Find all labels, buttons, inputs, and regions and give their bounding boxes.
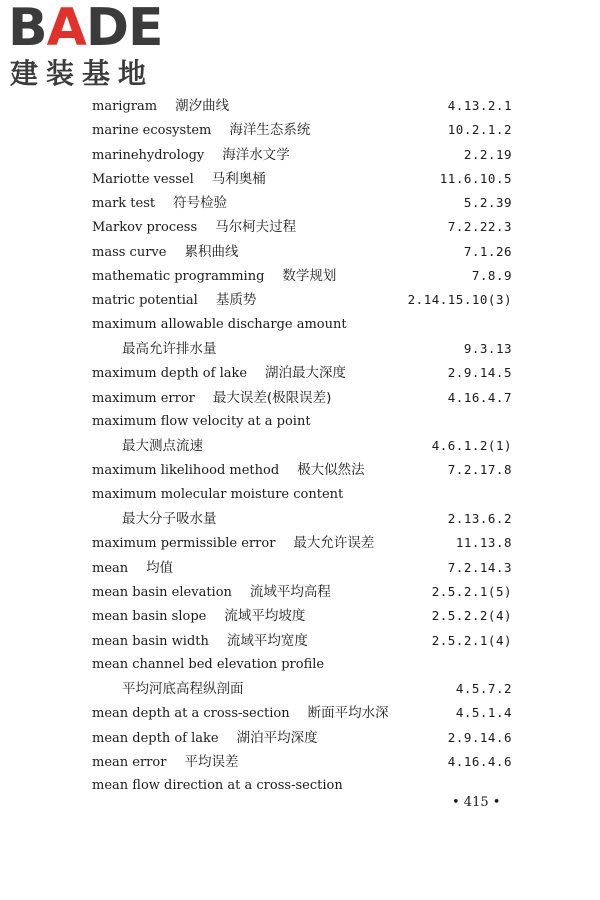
entry-english-term: mass curve (92, 244, 167, 260)
entry-english-term: mean depth at a cross-section (92, 706, 290, 722)
entry-english-term: maximum allowable discharge amount (92, 316, 347, 332)
glossary-entry (92, 118, 512, 142)
entry-section-reference: 2.9.14.6 (447, 729, 512, 745)
glossary-entry (92, 750, 512, 774)
entry-english-term: marigram (92, 99, 158, 114)
entry-english-term: mean basin slope (92, 609, 207, 625)
entry-chinese-term: 海洋水文学 (222, 146, 290, 163)
glossary-entry (92, 191, 512, 215)
glossary-entry (92, 215, 512, 239)
entry-chinese-term: 最大测点流速 (122, 438, 203, 455)
glossary-entry (92, 94, 512, 118)
glossary-entry (92, 434, 512, 458)
entry-section-reference: 2.14.15.10(3) (407, 292, 512, 308)
entry-section-reference: 4.16.4.7 (447, 389, 512, 405)
entry-chinese-term: 最大分子吸水量 (122, 511, 217, 528)
glossary-entry (92, 677, 512, 701)
glossary-entry (92, 386, 512, 410)
entry-section-reference: 2.13.6.2 (447, 511, 512, 527)
entry-english-term: mean flow direction at a cross-section (92, 778, 343, 794)
entry-chinese-term: 马尔柯夫过程 (215, 219, 297, 236)
entry-english-term: mean basin width (92, 633, 209, 649)
entry-chinese-term: 累积曲线 (184, 243, 239, 260)
entry-section-reference: 2.5.2.2(4) (431, 608, 512, 624)
entry-english-term: maximum permissible error (92, 536, 276, 552)
glossary-entry (92, 143, 512, 167)
entry-section-reference: 9.3.13 (463, 340, 512, 356)
entry-chinese-term: 平均河底高程纵剖面 (122, 681, 244, 698)
glossary-entry (92, 167, 512, 191)
glossary-entry (92, 629, 512, 653)
entry-chinese-term: 最高允许排水量 (122, 340, 217, 357)
glossary-entry (92, 458, 512, 482)
glossary-entry (92, 288, 512, 312)
entry-chinese-term: 海洋生态系统 (229, 122, 311, 139)
entry-english-term: mean channel bed elevation profile (92, 656, 325, 672)
entry-chinese-term: 符号检验 (173, 195, 228, 212)
glossary-entry (92, 507, 512, 531)
entry-section-reference: 2.5.2.1(5) (431, 583, 512, 599)
glossary-entry (92, 361, 512, 385)
entry-english-term: maximum likelihood method (92, 463, 280, 479)
entry-english-term: maximum molecular moisture content (92, 486, 344, 502)
entry-chinese-term: 最大允许误差 (293, 535, 375, 552)
entry-english-term: Mariotte vessel (92, 171, 194, 187)
entry-chinese-term: 数学规划 (282, 268, 337, 285)
bade-logo (8, 2, 178, 94)
entry-chinese-term: 最大误差(极限误差) (212, 389, 332, 406)
glossary-entry (92, 264, 512, 288)
glossary-entry (92, 580, 512, 604)
page-number: • 415 • (452, 795, 501, 810)
entry-english-term: marine ecosystem (92, 123, 212, 139)
glossary-entry (92, 531, 512, 555)
entry-chinese-term: 湖泊平均深度 (236, 729, 318, 746)
entry-section-reference: 4.5.1.4 (455, 705, 512, 721)
entry-english-term: mean (92, 560, 129, 576)
entry-chinese-term: 湖泊最大深度 (265, 365, 347, 382)
entry-section-reference: 10.2.1.2 (447, 122, 512, 138)
entry-english-term: Markov process (92, 220, 198, 236)
glossary-entry (92, 604, 512, 628)
entry-chinese-term: 流域平均宽度 (226, 632, 308, 649)
glossary-entry (92, 701, 512, 725)
entry-chinese-term: 断面平均水深 (307, 705, 389, 722)
entry-chinese-term: 平均误差 (184, 754, 239, 771)
glossary-entry (92, 337, 512, 361)
entry-english-term: maximum depth of lake (92, 366, 248, 382)
glossary-entry (92, 313, 512, 337)
entry-section-reference: 5.2.39 (463, 195, 512, 211)
entry-section-reference: 7.2.17.8 (447, 462, 512, 478)
glossary-entry (92, 726, 512, 750)
entry-english-term: mean basin elevation (92, 584, 232, 600)
entry-section-reference: 4.13.2.1 (447, 98, 512, 113)
entry-english-term: matric potential (92, 293, 198, 309)
glossary-entry (92, 653, 512, 677)
entry-section-reference: 7.1.26 (463, 243, 512, 259)
entry-chinese-term: 马利奥桶 (211, 170, 266, 187)
glossary-entry (92, 410, 512, 434)
entry-section-reference: 7.8.9 (471, 268, 512, 284)
entry-section-reference: 11.6.10.5 (439, 170, 512, 186)
logo-wordmark: BADE (8, 0, 163, 58)
entry-section-reference: 2.9.14.5 (447, 365, 512, 381)
entry-english-term: maximum flow velocity at a point (92, 413, 311, 429)
glossary-entry (92, 774, 512, 798)
entry-chinese-term: 均值 (146, 559, 174, 576)
entry-english-term: marinehydrology (92, 147, 205, 163)
glossary-entry (92, 240, 512, 264)
entry-english-term: mean depth of lake (92, 730, 219, 746)
entry-english-term: mark test (92, 196, 156, 212)
entry-chinese-term: 极大似然法 (297, 462, 365, 479)
entry-chinese-term: 流域平均高程 (249, 583, 331, 600)
entry-section-reference: 11.13.8 (455, 535, 512, 551)
entry-section-reference: 7.2.22.3 (447, 219, 512, 235)
entry-english-term: maximum error (92, 390, 195, 406)
logo-subtitle: 建装基地 (10, 57, 155, 90)
entry-section-reference: 4.16.4.6 (447, 754, 512, 770)
glossary-entry (92, 556, 512, 580)
entry-section-reference: 4.5.7.2 (455, 681, 512, 697)
entry-section-reference: 4.6.1.2(1) (431, 438, 512, 454)
glossary-entry-list (92, 94, 512, 799)
entry-english-term: mathematic programming (92, 269, 265, 285)
entry-section-reference: 2.5.2.1(4) (431, 632, 512, 648)
entry-chinese-term: 基质势 (215, 292, 257, 309)
entry-chinese-term: 潮汐曲线 (175, 98, 230, 114)
entry-section-reference: 2.2.19 (463, 146, 512, 162)
glossary-entry (92, 483, 512, 507)
entry-english-term: mean error (92, 755, 167, 771)
entry-chinese-term: 流域平均坡度 (224, 608, 306, 625)
entry-section-reference: 7.2.14.3 (447, 559, 512, 575)
